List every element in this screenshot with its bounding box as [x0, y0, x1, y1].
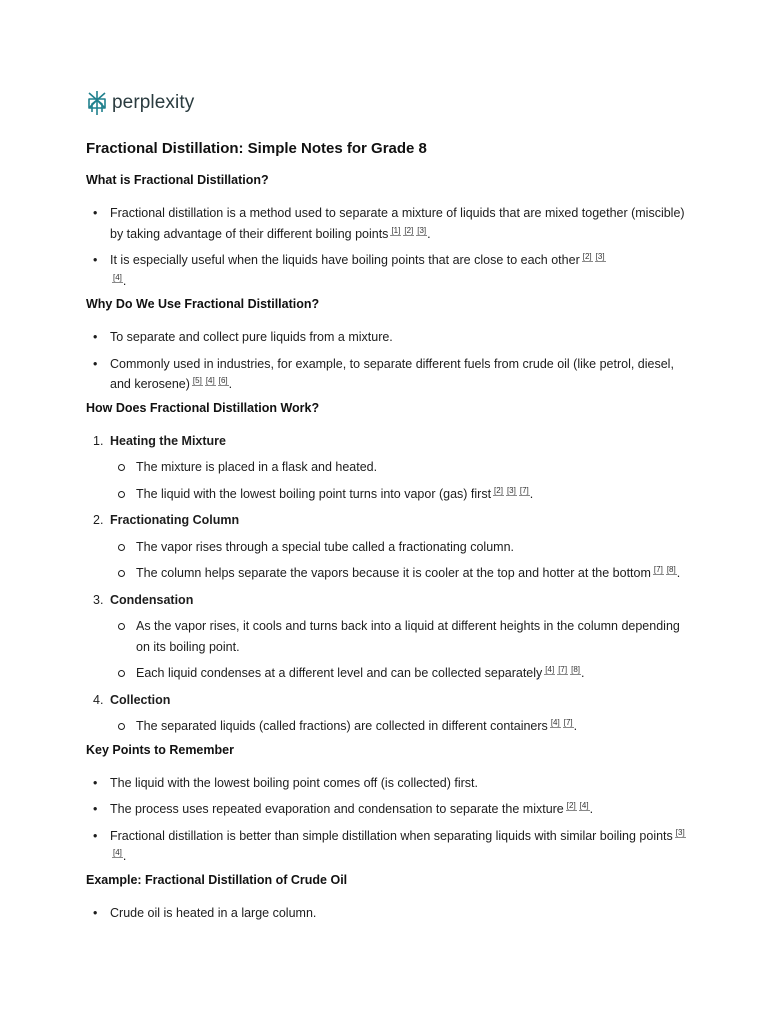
item-text: Fractional distillation is a method used to separate a mixture of liquids that are mixed together (miscible) by taking advantage of their different boiling points: [110, 206, 685, 241]
list-what: [86, 203, 686, 291]
step-item: [86, 590, 686, 684]
sub-item: [110, 663, 686, 684]
citation-link[interactable]: [7]: [558, 665, 568, 674]
list-item: [86, 826, 686, 867]
section-heading-how: How Does Fractional Distillation Work?: [86, 400, 320, 415]
period: .: [529, 486, 534, 501]
list-item: [86, 354, 686, 395]
item-text: To separate and collect pure liquids from a mixture.: [110, 330, 393, 344]
sub-item: [110, 616, 686, 657]
list-how: [86, 431, 686, 737]
section-heading-key: Key Points to Remember: [86, 742, 234, 757]
sub-item: [110, 537, 686, 558]
list-why: [86, 327, 686, 395]
list-item: [86, 250, 686, 291]
item-text: The liquid with the lowest boiling point comes off (is collected) first.: [110, 775, 478, 790]
item-text: The process uses repeated evaporation and condensation to separate the mixture: [110, 802, 564, 816]
sub-list: [110, 716, 686, 737]
item-text: The column helps separate the vapors because it is cooler at the top and hotter at the bottom: [136, 566, 651, 580]
list-item: [86, 799, 686, 820]
citation-link[interactable]: [4]: [545, 665, 555, 674]
sub-list: [110, 616, 686, 684]
document-body: [86, 139, 686, 923]
step-item: [86, 690, 686, 737]
item-text: The separated liquids (called fractions) are collected in different containers: [136, 719, 548, 733]
period: .: [581, 666, 585, 680]
list-key: [86, 773, 686, 867]
step-item: [86, 510, 686, 584]
item-text: As the vapor rises, it cools and turns back into a liquid at different heights in the column depending on its boiling point.: [136, 619, 680, 654]
citation-link[interactable]: [8]: [571, 665, 581, 674]
period: .: [122, 849, 127, 863]
citation-link[interactable]: [2]: [566, 801, 576, 810]
item-text: The liquid with the lowest boiling point turns into vapor (gas) first: [136, 486, 492, 501]
citation-link[interactable]: [6]: [218, 376, 228, 385]
item-text: Commonly used in industries, for example, to separate different fuels from crude oil (like petrol, diesel, and kerosene): [110, 356, 674, 391]
step-title: Heating the Mixture: [110, 433, 226, 448]
citation-link[interactable]: [4]: [113, 848, 122, 857]
citation-link[interactable]: [4]: [205, 376, 215, 385]
citation-link[interactable]: [4]: [579, 801, 589, 810]
step-number: 3.: [93, 592, 104, 607]
item-text: It is especially useful when the liquids have boiling points that are close to each other: [110, 253, 580, 267]
section-heading-what: What is Fractional Distillation?: [86, 173, 269, 187]
citation-link[interactable]: [4]: [113, 272, 122, 282]
step-title: Condensation: [110, 592, 194, 607]
citation-link[interactable]: [3]: [595, 252, 605, 261]
step-number: 4.: [93, 692, 104, 707]
step-title: Fractionating Column: [110, 513, 240, 527]
citation-link[interactable]: [2]: [582, 252, 592, 261]
item-text: Each liquid condenses at a different level and can be collected separately: [136, 666, 543, 680]
section-heading-why: Why Do We Use Fractional Distillation?: [86, 297, 320, 311]
sub-item: [110, 716, 686, 737]
citation-link[interactable]: [5]: [192, 376, 202, 385]
citation-link[interactable]: [3]: [417, 225, 427, 235]
citation-link[interactable]: [2]: [404, 225, 414, 235]
citation-link[interactable]: [2]: [494, 485, 503, 495]
citation-link[interactable]: [1]: [391, 225, 401, 235]
sub-item: [110, 457, 686, 478]
sub-item: [110, 484, 686, 505]
sub-list: [110, 537, 686, 584]
item-text: Crude oil is heated in a large column.: [110, 905, 317, 920]
step-number: 2.: [93, 513, 104, 527]
perplexity-icon: [86, 90, 108, 116]
citation-link[interactable]: [4]: [550, 718, 560, 727]
list-item: [86, 203, 686, 244]
item-text: The mixture is placed in a flask and heated.: [136, 460, 378, 474]
section-heading-example: Example: Fractional Distillation of Crude Oil: [86, 872, 348, 887]
citation-link[interactable]: [3]: [506, 485, 516, 495]
citation-link[interactable]: [3]: [675, 827, 685, 837]
sub-list: [110, 457, 686, 504]
citation-link[interactable]: [7]: [519, 485, 529, 495]
list-item: [86, 903, 686, 924]
period: .: [676, 566, 681, 580]
item-text: The vapor rises through a special tube called a fractionating column.: [136, 539, 514, 554]
citation-link[interactable]: [7]: [563, 718, 573, 727]
perplexity-logo: [86, 90, 194, 116]
period: .: [427, 226, 431, 241]
list-item: [86, 773, 686, 794]
list-item: [86, 327, 686, 348]
period: .: [589, 802, 594, 816]
period: .: [122, 273, 127, 288]
sub-item: [110, 563, 686, 584]
item-text: Fractional distillation is better than simple distillation when separating liquids with similar boiling points: [110, 828, 673, 843]
list-example: [86, 903, 686, 924]
step-title: Collection: [110, 692, 171, 707]
period: .: [573, 719, 578, 733]
period: .: [228, 377, 233, 391]
brand-name: perplexity: [112, 92, 195, 113]
step-number: 1.: [93, 433, 104, 448]
page-title: Fractional Distillation: Simple Notes for Grade 8: [86, 140, 427, 157]
step-item: [86, 431, 686, 505]
citation-link[interactable]: [8]: [666, 565, 676, 574]
citation-link[interactable]: [7]: [653, 565, 663, 574]
